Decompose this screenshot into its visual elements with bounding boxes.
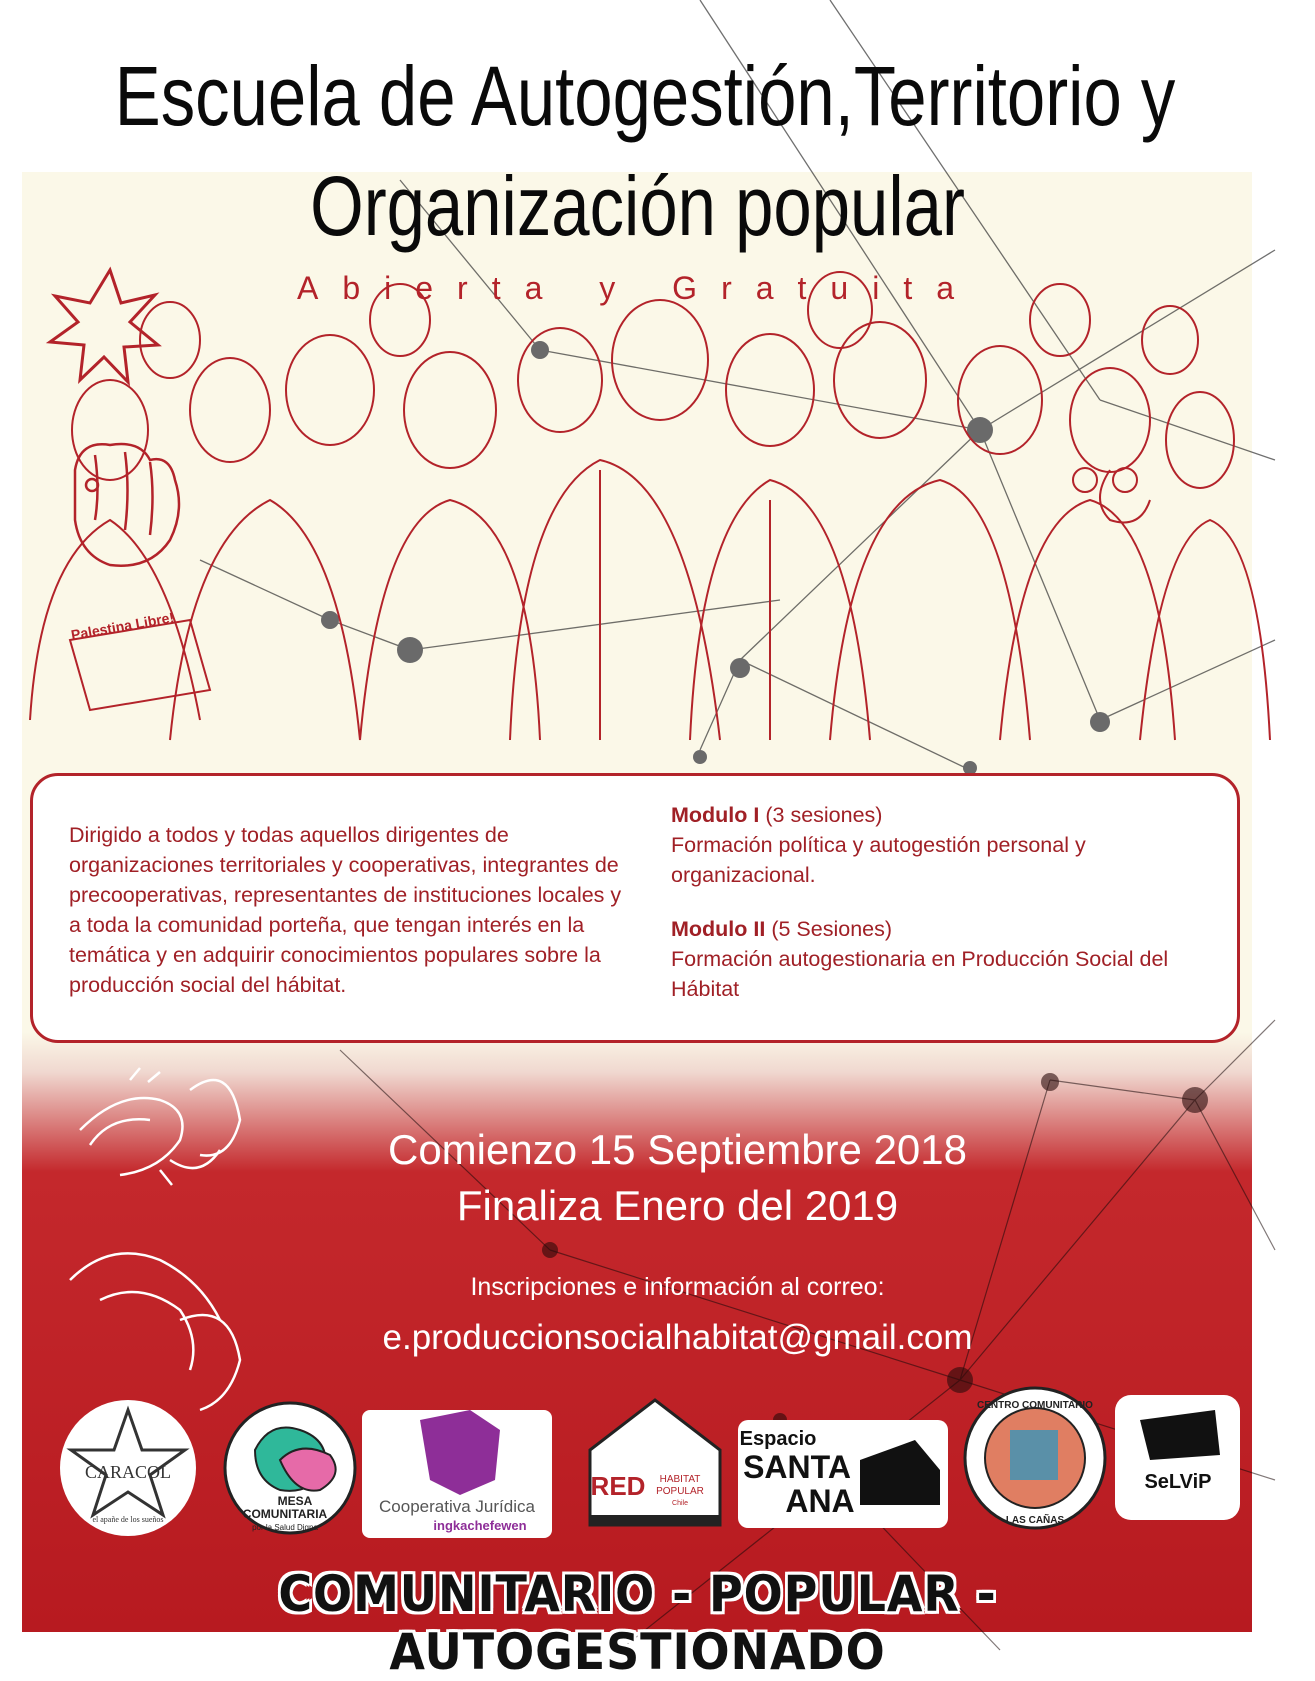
logo-centro-comunitario: [965, 1388, 1105, 1528]
red-label: RED: [590, 1471, 646, 1501]
centro-top: CENTRO COMUNITARIO: [977, 1400, 1093, 1411]
title-line-1: Escuela de Autogestión,Territorio y: [114, 49, 1176, 143]
start-date: Comienzo 15 Septiembre 2018: [387, 1126, 968, 1173]
logo-mesa-comunitaria: [225, 1403, 355, 1533]
description: Dirigido a todos y todas aquellos dirigentes de organizaciones territoriales y cooperativas, integrantes de precooperativas, representantes de instituciones locales y a toda la comunidad porteña, que tengan interés en la temática y en adquirir conocimientos populares sobre la producción social del hábitat.: [69, 823, 622, 997]
module-2-title: Modulo II: [671, 917, 766, 941]
cooperativa-line-2: ingkachefewen: [433, 1518, 527, 1533]
registration-email[interactable]: e.produccionsocialhabitat@gmail.com: [382, 1318, 973, 1357]
end-date: Finaliza Enero del 2019: [456, 1182, 899, 1229]
module-1-title: Modulo I: [671, 803, 760, 827]
logo-cooperativa-juridica: [362, 1410, 552, 1538]
module-2-sessions: (5 Sesiones): [771, 917, 893, 941]
cooperativa-line-1: Cooperativa Jurídica: [379, 1497, 535, 1516]
footer-slogan: COMUNITARIO - POPULAR - AUTOGESTIONADO: [278, 1565, 997, 1681]
mesa-line-2: COMUNITARIA: [242, 1507, 328, 1521]
title-line-2: Organización popular: [310, 159, 965, 253]
subtitle: Abierta y Gratuita: [297, 270, 978, 306]
shirt-label: Palestina Libre!: [69, 609, 176, 643]
logo-selvip: [1115, 1395, 1240, 1520]
selvip-name: SeLViP: [1144, 1471, 1212, 1493]
espacio-line-2: SANTA: [743, 1449, 851, 1485]
module-1-sessions: (3 sesiones): [765, 803, 883, 827]
caracol-tagline: el apañe de los sueños: [92, 1515, 164, 1524]
module-2-text: Formación autogestionaria en Producción Social del Hábitat: [671, 947, 1169, 1001]
caracol-name: CARACOL: [84, 1462, 172, 1482]
logo-espacio-santa-ana: [738, 1420, 948, 1528]
mesa-line-1: MESA: [277, 1494, 313, 1508]
registration-label: Inscripciones e información al correo:: [470, 1273, 885, 1301]
logo-caracol: [60, 1400, 196, 1536]
red-line-1: HABITAT: [659, 1474, 701, 1485]
centro-bottom: LAS CAÑAS: [1005, 1515, 1065, 1526]
module-1-text: Formación política y autogestión personal y organizacional.: [671, 833, 1086, 887]
red-line-2: POPULAR: [656, 1486, 704, 1497]
espacio-line-3: ANA: [785, 1483, 855, 1519]
mesa-line-3: por la Salud Digna: [252, 1523, 318, 1532]
espacio-line-1: Espacio: [739, 1428, 817, 1450]
logo-red-habitat-popular: [590, 1400, 720, 1525]
red-line-3: Chile: [672, 1500, 688, 1507]
